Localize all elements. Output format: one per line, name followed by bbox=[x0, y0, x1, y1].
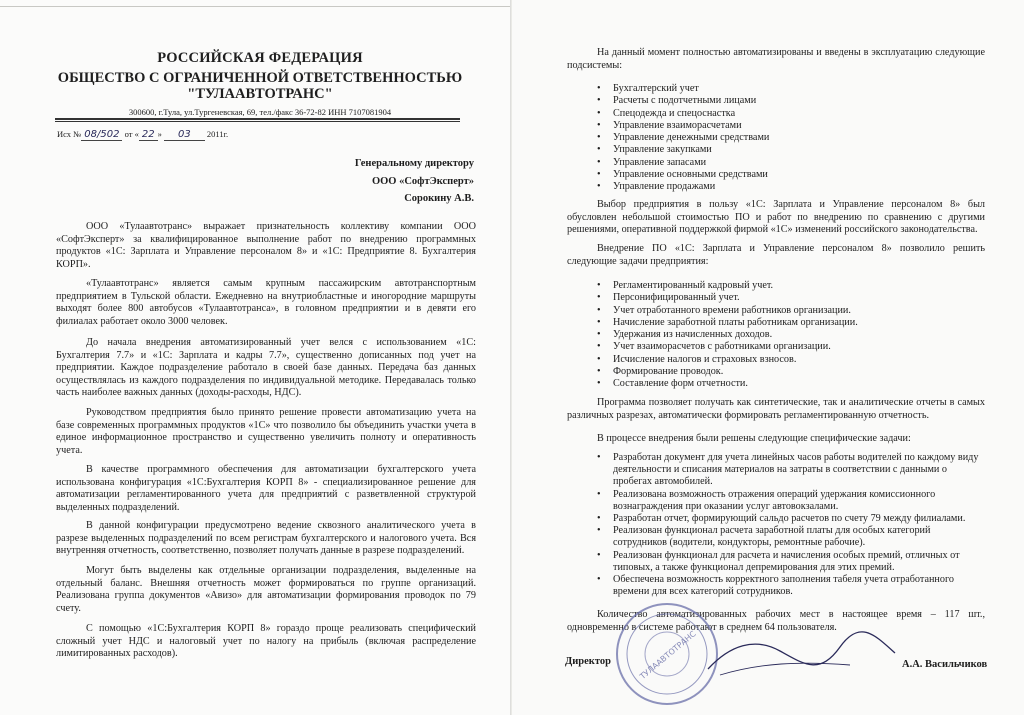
task-item: • Составление форм отчетности. bbox=[597, 378, 977, 390]
paragraph-subsystems-intro: На данный момент полностью автоматизированы и введены в эксплуатацию следующие подсистемы: bbox=[567, 47, 985, 71]
subsystem-item: • Расчеты с подотчетными лицами bbox=[597, 95, 977, 107]
paragraph-choice: Выбор предприятия в пользу «1С: Зарплата и Управление персоналом 8» был обусловлен небольшой стоимостью ПО и работ по внедрению по сравнению с другими решениями, оперативной поддержкой фирмой «1С» изменений российского законодательства. bbox=[567, 199, 985, 236]
addressee-name: Сорокину А.В. bbox=[404, 193, 474, 204]
task-item: • Персонифицированный учет. bbox=[597, 292, 977, 304]
signature-title: Директор bbox=[565, 656, 611, 667]
outgoing-day: 22 bbox=[139, 129, 158, 141]
outgoing-number: 08/502 bbox=[81, 129, 122, 141]
outgoing-number-line bbox=[57, 129, 228, 140]
paragraph-analytic-accounting: В данной конфигурации предусмотрено ведение сквозного аналитического учета в разрезе выделенных подразделений по всем регистрам бухгалтерского и налогового учета. Вся внутренняя отчетность, соответственно, позволяет получать данные в разрезе подразделений. bbox=[56, 520, 476, 557]
task-item: • Исчисление налогов и страховых взносов. bbox=[597, 354, 977, 366]
specific-task-item: • Реализован функционал для расчета и начисления особых премий, отличных от типовых, а также функционал депремирования для этих премий. bbox=[597, 550, 982, 574]
subsystem-item: • Управление основными средствами bbox=[597, 169, 977, 181]
subsystem-item: • Бухгалтерский учет bbox=[597, 83, 977, 95]
addressee-company: ООО «СофтЭксперт» bbox=[371, 176, 474, 187]
header-address: 300600, г.Тула, ул.Тургеневская, 69, тел./факс 36-72-82 ИНН 7107081904 bbox=[128, 107, 392, 117]
task-item: • Удержания из начисленных доходов. bbox=[597, 329, 977, 341]
paragraph-specific-intro: В процессе внедрения были решены следующие специфические задачи: bbox=[597, 433, 911, 444]
subsystem-item: • Управление денежными средствами bbox=[597, 132, 977, 144]
paragraph-vat: С помощью «1С:Бухгалтерия КОРП 8» гораздо проще реализовать специфический сложный учет НДС и налоговый учет по налогу на прибыль (включая распределение лимитированных расходов). bbox=[56, 623, 476, 660]
page-top-edge bbox=[0, 6, 512, 7]
subsystem-item: • Управление запасами bbox=[597, 157, 977, 169]
header-company-name: "ТУЛААВТОТРАНС" bbox=[187, 86, 333, 102]
tasks-list bbox=[597, 280, 977, 391]
subsystem-item: • Спецодежда и спецоснастка bbox=[597, 108, 977, 120]
paragraph-organizations: Могут быть выделены как отдельные организации подразделения, выделенные на отдельный баланс. Внешняя отчетность может формироваться по группе организаций. Реализована группа документов «Авизо» для автоматизации формирования проводок по 79 счету. bbox=[56, 565, 476, 614]
task-item: • Учет отработанного времени работников организации. bbox=[597, 305, 977, 317]
specific-task-item: • Реализована возможность отражения операций удержания комиссионного вознаграждения при оказании услуг автовокзалами. bbox=[597, 489, 982, 513]
paragraph-company-profile: «Тулаавтотранс» является самым крупным пассажирским автотранспортным предприятием в Тульской области. Ежедневно на внутриобластные и иногородние маршруты выходят более 800 автобусов «Тулаавтотранса», в головном предприятии и в девяти его филиалах работает около 3000 человек. bbox=[56, 278, 476, 327]
subsystem-item: • Управление закупками bbox=[597, 144, 977, 156]
specific-task-item: • Обеспечена возможность корректного заполнения табеля учета отработанного времени для всех категорий сотрудников. bbox=[597, 574, 982, 598]
task-item: • Формирование проводок. bbox=[597, 366, 977, 378]
signature-name: А.А. Васильчиков bbox=[902, 659, 988, 670]
specific-tasks-list bbox=[597, 452, 982, 598]
stamp-text: ТУЛААВТОТРАНС bbox=[638, 629, 698, 682]
task-item: • Учет взаиморасчетов с работниками организации. bbox=[597, 341, 977, 353]
subsystem-item: • Управление продажами bbox=[597, 181, 977, 193]
header-rule-thin bbox=[55, 121, 460, 122]
paragraph-tasks-intro: Внедрение ПО «1С: Зарплата и Управление персоналом 8» позволило решить следующие задачи предприятия: bbox=[567, 243, 985, 267]
specific-task-item: • Разработан документ для учета линейных часов работы водителей по каждому виду деятельности и списания материалов на затраты в соответствии с данными о пробегах автомобилей. bbox=[597, 452, 982, 489]
specific-task-item: • Реализован функционал расчета заработной платы для особых категорий сотрудников (водители, кондукторы, ремонтные рабочие). bbox=[597, 525, 982, 549]
outgoing-year: 2011г. bbox=[206, 129, 229, 139]
outgoing-from-label: от « bbox=[124, 129, 139, 139]
paragraph-reports: Программа позволяет получать как синтетические, так и аналитические отчеты в самых различных разрезах, автоматически формировать регламентированную отчетность. bbox=[567, 397, 985, 421]
header-company-type: ОБЩЕСТВО С ОГРАНИЧЕННОЙ ОТВЕТСТВЕННОСТЬЮ bbox=[57, 70, 463, 86]
outgoing-prefix: Исх № bbox=[57, 129, 82, 139]
director-signature bbox=[700, 625, 900, 685]
task-item: • Регламентированный кадровый учет. bbox=[597, 280, 977, 292]
subsystems-list bbox=[597, 83, 977, 194]
subsystem-item: • Управление взаиморасчетами bbox=[597, 120, 977, 132]
header-rule-thick bbox=[55, 118, 460, 120]
paragraph-workplaces: Количество автоматизированных рабочих мест в настоящее время – 117 шт., одновременно в системе работают в среднем 64 пользователя. bbox=[567, 609, 985, 633]
paragraph-decision: Руководством предприятия было принято решение провести автоматизацию учета на базе современных программных продуктов «1С» что позволило бы объединить участки учета в единое информационное пространство и существенно увеличить полноту и оперативность учета. bbox=[56, 407, 476, 456]
addressee-position: Генеральному директору bbox=[354, 158, 474, 169]
specific-task-item: • Разработан отчет, формирующий сальдо расчетов по счету 79 между филиалами. bbox=[597, 513, 982, 525]
header-country: РОССИЙСКАЯ ФЕДЕРАЦИЯ bbox=[157, 50, 363, 66]
paragraph-configuration: В качестве программного обеспечения для автоматизации бухгалтерского учета использована конфигурация «1С:Бухгалтерия КОРП 8» - специализированное решение для автоматизации регламентированного учета для предприятий с разветвленной структурой выделенных подразделений. bbox=[56, 464, 476, 513]
paragraph-gratitude: ООО «Тулаавтотранс» выражает признательность коллективу компании ООО «СофтЭксперт» за квалифицированное выполнение работ по внедрению программных продуктов «1С: Зарплата и Управление персоналом 8» и «1С: Предприятие 8. Бухгалтерия КОРП». bbox=[56, 221, 476, 270]
outgoing-month: 03 bbox=[164, 129, 205, 141]
outgoing-quote: » bbox=[157, 129, 162, 139]
task-item: • Начисление заработной платы работникам организации. bbox=[597, 317, 977, 329]
paragraph-before-implementation: До начала внедрения автоматизированный учет велся с использованием «1С: Бухгалтерия 7.7» и «1С: Зарплата и кадры 7.7», существенно дописанных под учет на предприятии. Каждое подразделение работало в своей базе данных. Передача баз данных осуществлялась из каждого подразделения по индивидуальной методике. Передавалась только часть наиболее важных данных (доходы-расходы, НДС). bbox=[56, 337, 476, 399]
